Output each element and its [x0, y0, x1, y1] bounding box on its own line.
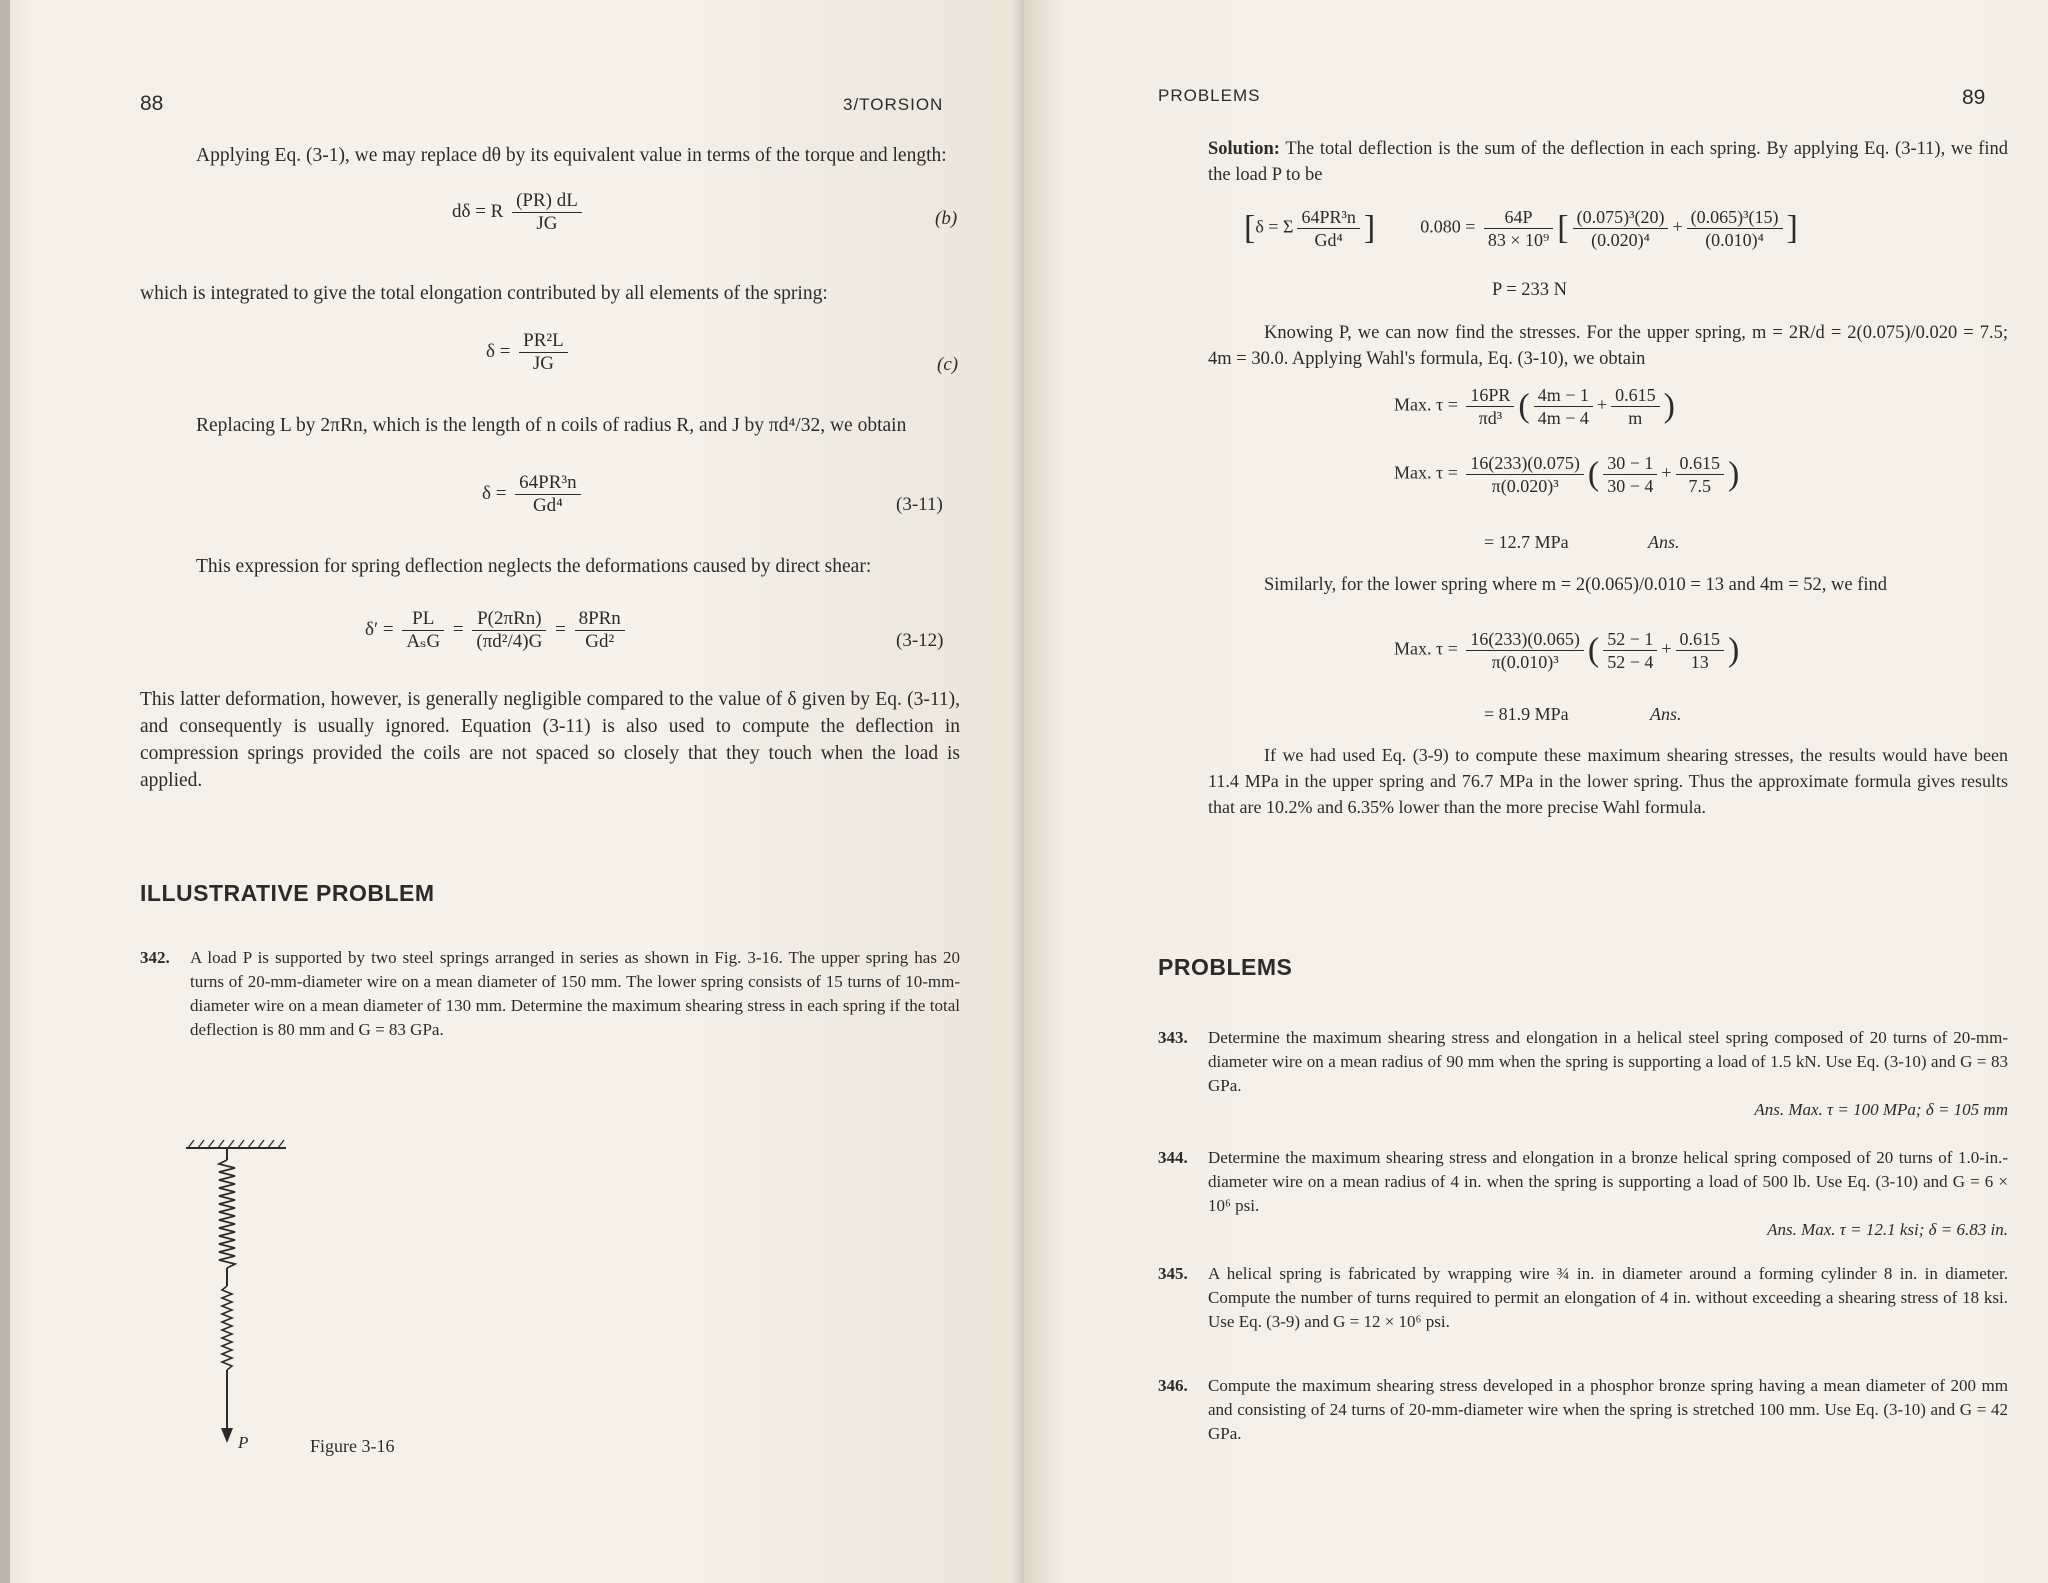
wahl3-fn: 52 − 1: [1603, 628, 1657, 651]
sum-eq-lhs: 0.080 =: [1420, 216, 1476, 237]
wahl1-gd: m: [1628, 408, 1643, 428]
wahl2-gd: 7.5: [1688, 476, 1712, 496]
paragraph-2: which is integrated to give the total elongation contributed by all elements of the spring:: [140, 283, 828, 304]
eq-b-lhs: dδ = R: [452, 200, 504, 222]
eq-312-d1: AₛG: [406, 631, 441, 652]
problem-text: A helical spring is fabricated by wrapping wire ¾ in. in diameter around a forming cylinder 8 in. in diameter. Compute the number of turns required to permit an elongation of 4 in. without exceeding a shearing stress of 18 ksi. Use Eq. (3-9) and G = 12 × 10⁶ psi.: [1208, 1264, 2008, 1331]
running-head-left: 3/TORSION: [843, 95, 944, 114]
eq-c-fraction: [519, 330, 568, 375]
sum-term-1: [1573, 206, 1669, 251]
eq-311-num: 64PR³n: [515, 472, 580, 495]
bracket-close-2: ]: [1786, 209, 1798, 247]
eq-312-lhs: δ′ =: [365, 618, 394, 640]
eq-b-den: JG: [536, 213, 558, 234]
wahl3-fd: 52 − 4: [1607, 652, 1654, 672]
paragraph-3: Replacing L by 2πRn, which is the length of n coils of radius R, and J by πd⁴/32, we obtain: [196, 415, 907, 436]
equation-3-12-label: (3-12): [896, 630, 944, 651]
eq-312-equals-2: =: [555, 618, 566, 640]
wahl3-n1: 16(233)(0.065): [1466, 628, 1583, 651]
equation-P-result: P = 233 N: [1492, 280, 1568, 300]
bracket-open: [: [1244, 209, 1256, 247]
problem-answer: Ans. Max. τ = 100 MPa; δ = 105 mm: [1754, 1100, 2008, 1119]
equation-3-11-label: (3-11): [896, 494, 943, 515]
paren-close: ): [1728, 455, 1740, 493]
problem-text: Determine the maximum shearing stress and elongation in a helical steel spring composed of 20 turns of 20-mm-diameter wire on a mean radius of 90 mm when the spring is supporting a load of 1.5 kN. Use Eq. (3-10) and G = 83 GPa.: [1208, 1028, 2008, 1095]
page-number-left: 88: [140, 92, 164, 115]
page-number-right: 89: [1962, 86, 1986, 109]
running-head-right: PROBLEMS: [1158, 86, 1261, 105]
wahl2-gn: 0.615: [1676, 452, 1725, 475]
section-heading-problems: PROBLEMS: [1158, 954, 1293, 980]
sum-lhs: δ = Σ: [1255, 216, 1294, 237]
sum-t1n: (0.075)³(20): [1573, 206, 1669, 229]
equation-wahl-general: Max. τ = $\frac{16PR}{\text{πd³}}$ ( $\frac{4m - 1}{4m - 4}$ + $\frac{0.615}{m}$ ): [1394, 385, 1675, 428]
load-label: P: [238, 1433, 249, 1452]
paragraph-1: Applying Eq. (3-1), we may replace dθ by its equivalent value in terms of the torque and length:: [196, 145, 947, 166]
equation-deflection-sum: [δ = Σ $\frac{\text{64PR³n}}{\text{Gd⁴}}$ ] 0.080 = $\frac{64P}{\text{83 × 10⁹}}$ [ $\frac{\text{(0.075)³(20)}}{\text{(0.020)⁴}}$ + $\frac{\text{(0.065)³(15)}}{\text{(0.010)⁴}}$ ]: [1244, 207, 1798, 250]
wahl1-frac-2: [1534, 384, 1593, 429]
eq-312-d2: (πd²/4)G: [476, 631, 543, 652]
problem-answer: Ans. Max. τ = 12.1 ksi; δ = 6.83 in.: [1767, 1220, 2008, 1239]
solution-label: Solution:: [1208, 139, 1280, 159]
solution-text: The total deflection is the sum of the deflection in each spring. By applying Eq. (3-11), we find the load P to be: [1208, 139, 2009, 185]
eq-312-frac-1: [402, 608, 444, 653]
wahl2-n1: 16(233)(0.075): [1466, 452, 1583, 475]
lower-spring: [222, 1286, 232, 1370]
equation-3-11: [482, 472, 585, 517]
eq-311-lhs: δ =: [482, 482, 507, 504]
paren-close: ): [1663, 387, 1675, 425]
sum-bracket-num: 64PR³n: [1297, 206, 1359, 229]
spring-figure: [180, 1138, 300, 1458]
wahl2-frac-2: [1603, 452, 1657, 497]
right-page: [1024, 0, 2048, 1583]
sum-d1: 83 × 10⁹: [1487, 230, 1550, 250]
equation-c: [486, 330, 572, 375]
ceiling-support: [186, 1140, 286, 1148]
eq-c-den: JG: [532, 353, 554, 374]
result-lower-stress: = 81.9 MPa: [1484, 704, 1569, 724]
problem-text: Compute the maximum shearing stress developed in a phosphor bronze spring having a mean diameter of 200 mm and consisting of 24 turns of 20-mm-diameter wire when the spring is stretched 100 mm. Use Eq. (3-10) and G = 42 GPa.: [1208, 1376, 2008, 1443]
wahl1-n1: 16PR: [1466, 384, 1514, 407]
page-edge: [0, 0, 10, 1583]
problem-number: 342.: [140, 948, 170, 967]
wahl3-d1: π(0.010)³: [1491, 652, 1559, 672]
sum-bracket-fraction: [1297, 206, 1359, 251]
wahl3-frac-3: [1676, 628, 1725, 673]
eq-c-lhs: δ =: [486, 340, 511, 362]
wahl2-fd: 30 − 4: [1607, 476, 1654, 496]
problem-text: Determine the maximum shearing stress and elongation in a bronze helical spring composed of 20 turns of 1.0-in.-diameter wire on a mean radius of 4 in. when the spring is supporting a load of 500 lb. Use Eq. (3-10) and G = 6 × 10⁶ psi.: [1208, 1148, 2008, 1215]
problem-345: [1158, 1262, 2008, 1334]
problem-text: A load P is supported by two steel springs arranged in series as shown in Fig. 3-16. The upper spring has 20 turns of 20-mm-diameter wire on a mean diameter of 150 mm. The lower spring consists of 15 turns of 10-mm-diameter wire on a mean diameter of 130 mm. Determine the maximum shearing stress in each spring if the total deflection is 80 mm and G = 83 GPa.: [190, 948, 960, 1039]
paren-open: (: [1587, 631, 1600, 669]
eq-c-num: PR²L: [519, 330, 568, 353]
sum-frac-1: [1484, 206, 1553, 251]
sum-bracket-den: Gd⁴: [1314, 230, 1343, 250]
wahl2-lhs: Max. τ =: [1394, 462, 1458, 483]
equation-3-12: [365, 608, 629, 653]
eq-312-n3: 8PRn: [575, 608, 625, 631]
answer-label-2: Ans.: [1650, 704, 1682, 724]
wahl1-lhs: Max. τ =: [1394, 394, 1458, 415]
wahl3-frac-2: [1603, 628, 1657, 673]
paren-open: (: [1518, 387, 1530, 425]
equation-b: [452, 190, 586, 235]
bracket-open-2: [: [1557, 209, 1569, 247]
wahl2-d1: π(0.020)³: [1491, 476, 1559, 496]
eq-312-equals-1: =: [452, 618, 464, 640]
eq-312-n1: PL: [402, 608, 444, 631]
problem-346: [1158, 1374, 2008, 1446]
equation-wahl-upper: Max. τ = $\frac{16(233)(0.075)}{\text{π(0.020)³}}$ ( $\frac{30 - 1}{30 - 4}$ + $\frac{0.615}{7.5}$ ): [1394, 453, 1740, 496]
wahl3-frac-1: [1466, 628, 1583, 673]
wahl1-fn: 4m − 1: [1534, 384, 1593, 407]
sum-n1: 64P: [1484, 206, 1553, 229]
eq-312-frac-3: [575, 608, 625, 653]
problem-number: 346.: [1158, 1376, 1188, 1395]
paren-close: ): [1728, 631, 1740, 669]
equation-b-label: (b): [935, 208, 958, 229]
upper-spring: [219, 1160, 235, 1268]
problem-342: [140, 946, 960, 1042]
paragraph-5: This latter deformation, however, is generally negligible compared to the value of δ given by Eq. (3-11), and consequently is usually ignored. Equation (3-11) is also used to compute the deflection in compression springs provided the coils are not spaced so closely that they touch when the load is applied.: [140, 689, 960, 791]
paragraph-knowing: Knowing P, we can now find the stresses. For the upper spring, m = 2R/d = 2(0.075)/0.020 = 7.5; 4m = 30.0. Applying Wahl's formula, Eq. (3-10), we obtain: [1208, 323, 2008, 369]
wahl1-d1: πd³: [1478, 408, 1503, 428]
result-upper-stress: = 12.7 MPa: [1484, 532, 1569, 552]
eq-312-n2: P(2πRn): [472, 608, 546, 631]
wahl2-fn: 30 − 1: [1603, 452, 1657, 475]
equation-c-label: (c): [937, 354, 959, 375]
wahl3-gn: 0.615: [1676, 628, 1725, 651]
sum-term-2: [1687, 206, 1783, 251]
wahl1-frac-3: [1611, 384, 1660, 429]
paragraph-4: This expression for spring deflection neglects the deformations caused by direct shear:: [196, 556, 872, 577]
eq-b-num: (PR) dL: [512, 190, 582, 213]
section-heading-illustrative: ILLUSTRATIVE PROBLEM: [140, 880, 435, 906]
sum-t1d: (0.020)⁴: [1591, 230, 1650, 250]
problem-number: 345.: [1158, 1264, 1188, 1283]
problem-number: 344.: [1158, 1148, 1188, 1167]
equation-wahl-lower: Max. τ = $\frac{16(233)(0.065)}{\text{π(0.010)³}}$ ( $\frac{52 - 1}{52 - 4}$ + $\frac{0.615}{13}$ ): [1394, 629, 1740, 672]
problem-343: [1158, 1026, 2008, 1122]
sum-t2d: (0.010)⁴: [1705, 230, 1764, 250]
eq-312-d3: Gd²: [585, 631, 615, 652]
eq-311-den: Gd⁴: [532, 495, 563, 516]
wahl2-frac-1: [1466, 452, 1583, 497]
wahl3-gd: 13: [1690, 652, 1709, 672]
load-arrow: [221, 1428, 233, 1443]
solution-paragraph: [1208, 136, 2008, 188]
paren-open: (: [1587, 455, 1600, 493]
wahl1-frac-1: [1466, 384, 1514, 429]
paragraph-similarly: Similarly, for the lower spring where m = 2(0.065)/0.010 = 13 and 4m = 52, we find: [1264, 575, 1888, 595]
wahl1-gn: 0.615: [1611, 384, 1660, 407]
bracket-close: ]: [1363, 209, 1376, 247]
eq-311-fraction: [515, 472, 580, 517]
eq-b-fraction: [512, 190, 582, 235]
figure-caption: Figure 3-16: [310, 1436, 395, 1456]
wahl1-fd: 4m − 4: [1537, 408, 1589, 428]
answer-label-1: Ans.: [1648, 532, 1680, 552]
wahl2-frac-3: [1676, 452, 1725, 497]
sum-t2n: (0.065)³(15): [1687, 206, 1783, 229]
paragraph-if: If we had used Eq. (3-9) to compute these maximum shearing stresses, the results would have been 11.4 MPa in the upper spring and 76.7 MPa in the lower spring. Thus the approximate formula gives results that are 10.2% and 6.35% lower than the more precise Wahl formula.: [1208, 745, 2008, 817]
problem-344: [1158, 1146, 2008, 1242]
problem-number: 343.: [1158, 1028, 1188, 1047]
wahl3-lhs: Max. τ =: [1394, 638, 1458, 659]
eq-312-frac-2: [472, 608, 546, 653]
